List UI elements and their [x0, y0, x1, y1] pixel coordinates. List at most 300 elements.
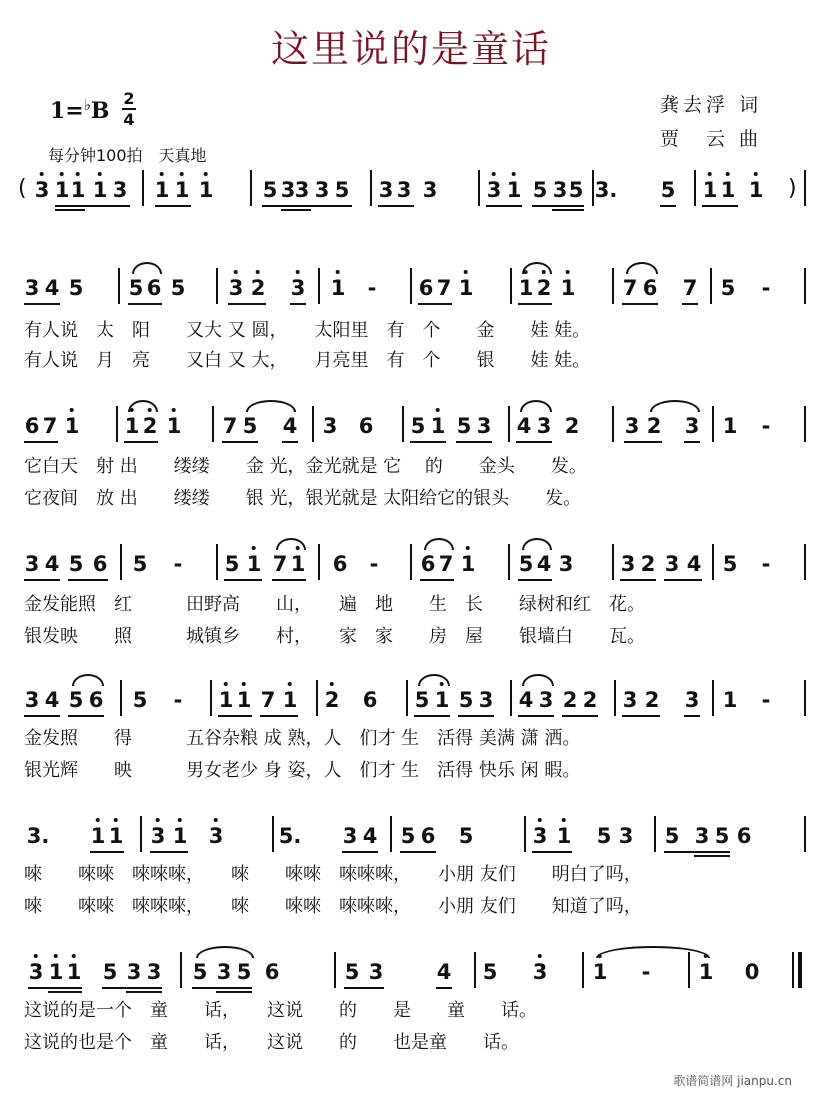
- underline: [102, 987, 162, 989]
- note: 7: [260, 688, 276, 712]
- barline: [334, 952, 336, 988]
- note: 3: [664, 552, 680, 576]
- barline: [410, 544, 412, 580]
- note: 4: [44, 552, 60, 576]
- underline: [281, 209, 311, 211]
- underline: [682, 303, 698, 305]
- barline: [118, 268, 120, 304]
- note: 6: [146, 276, 162, 300]
- close-paren: ): [788, 176, 797, 201]
- note: 4: [44, 276, 60, 300]
- lyric-line: 银光辉 映 男女老少 身 姿，人 们才 生 活得 快乐 闲 暇。: [24, 760, 581, 781]
- note: 3: [694, 824, 710, 848]
- underline: [458, 715, 494, 717]
- note: 7: [436, 276, 452, 300]
- barline: [318, 268, 320, 304]
- barline: [508, 406, 510, 442]
- note: -: [369, 552, 379, 576]
- note: 3: [532, 824, 548, 848]
- note: 1: [560, 276, 576, 300]
- flat-sign: ♭: [83, 96, 91, 114]
- slur: [132, 262, 162, 274]
- note: -: [173, 688, 183, 712]
- underline: [378, 205, 414, 207]
- note: 1: [174, 178, 190, 202]
- note: 5: [660, 178, 676, 202]
- slur: [276, 538, 306, 550]
- key-signature: [50, 96, 109, 124]
- note: 6: [736, 824, 752, 848]
- time-signature: [122, 90, 136, 128]
- underline: [532, 851, 572, 853]
- underline: [620, 579, 656, 581]
- note: 1: [698, 960, 714, 984]
- note: 3: [280, 178, 296, 202]
- underline: [216, 991, 252, 993]
- slur: [246, 400, 296, 412]
- note: 3: [150, 824, 166, 848]
- underline: [400, 851, 436, 853]
- barline: [402, 406, 404, 442]
- note: 5: [192, 960, 208, 984]
- note: 5: [722, 552, 738, 576]
- note: 3: [368, 960, 384, 984]
- underline: [622, 715, 660, 717]
- barline: [710, 268, 712, 304]
- note: 6: [264, 960, 280, 984]
- note: 2: [562, 688, 578, 712]
- underline: [126, 991, 162, 993]
- note: 3: [314, 178, 330, 202]
- note: 5: [518, 552, 534, 576]
- barline: [474, 952, 476, 988]
- barline: [804, 406, 806, 442]
- meter-top: 2: [123, 89, 135, 108]
- note: 2: [324, 688, 340, 712]
- note: 3: [24, 276, 40, 300]
- note: 3: [422, 178, 438, 202]
- barline: [612, 268, 614, 304]
- note: 1: [702, 178, 718, 202]
- barline: [510, 268, 512, 304]
- note: 5: [170, 276, 186, 300]
- underline: [262, 205, 352, 207]
- underline: [24, 579, 60, 581]
- note: 3: [342, 824, 358, 848]
- note: 2: [582, 688, 598, 712]
- note: 3: [532, 960, 548, 984]
- note: 2: [250, 276, 266, 300]
- underline: [192, 987, 252, 989]
- underline: [516, 441, 552, 443]
- barline: [142, 170, 144, 206]
- underline: [344, 987, 384, 989]
- barline: [272, 816, 274, 852]
- score-row-3: [0, 414, 822, 454]
- note: 5: [568, 178, 584, 202]
- note: 3: [624, 414, 640, 438]
- note: 5: [414, 688, 430, 712]
- barline: [216, 268, 218, 304]
- underline: [410, 441, 446, 443]
- note: 3: [34, 178, 50, 202]
- note: 5: [224, 552, 240, 576]
- note: 1: [748, 178, 764, 202]
- note: 3: [538, 688, 554, 712]
- note: 4: [686, 552, 702, 576]
- lyric-line: 这说的是一个 童 话， 这说 的 是 童 话。: [24, 1000, 537, 1021]
- note: 1: [460, 552, 476, 576]
- note: 6: [332, 552, 348, 576]
- note: 6: [418, 276, 434, 300]
- note: -: [641, 960, 651, 984]
- tempo-marking: 每分钟100拍 天真地: [48, 146, 207, 165]
- note: 1: [236, 688, 252, 712]
- barline: [212, 406, 214, 442]
- lyricist-credit: 龚去浮 词: [660, 94, 763, 116]
- note: 1: [218, 688, 234, 712]
- underline: [456, 441, 492, 443]
- slur: [128, 400, 158, 412]
- underline: [694, 855, 730, 857]
- note: 2: [142, 414, 158, 438]
- note: 5: [236, 960, 252, 984]
- barline: [804, 170, 806, 206]
- score-row-6: [0, 824, 822, 864]
- barline: [614, 680, 616, 716]
- note: 5: [596, 824, 612, 848]
- note: 3: [396, 178, 412, 202]
- barline: [654, 816, 656, 852]
- barline: [592, 170, 594, 206]
- barline: [216, 544, 218, 580]
- barline: [508, 544, 510, 580]
- lyric-line: 有人说 月 亮 又白 又 大， 月亮里 有 个 银 娃 娃。: [24, 350, 591, 371]
- note: 3: [28, 960, 44, 984]
- note: 0: [744, 960, 760, 984]
- underline: [222, 441, 258, 443]
- underline: [90, 851, 124, 853]
- slur: [522, 262, 552, 274]
- barline: [582, 952, 584, 988]
- note: 1: [506, 178, 522, 202]
- key-note: B: [90, 98, 110, 124]
- note: 5: [242, 414, 258, 438]
- barline: [120, 680, 122, 716]
- note: 5: [334, 178, 350, 202]
- barline: [120, 544, 122, 580]
- note: 5: [102, 960, 118, 984]
- note: 3: [322, 414, 338, 438]
- note: -: [761, 414, 771, 438]
- note: 7: [682, 276, 698, 300]
- note: 4: [536, 552, 552, 576]
- note: 3: [486, 178, 502, 202]
- slur: [196, 946, 254, 958]
- underline: [55, 209, 85, 211]
- underline: [518, 715, 554, 717]
- underline: [518, 303, 552, 305]
- barline: [410, 268, 412, 304]
- barline: [250, 170, 252, 206]
- underline: [664, 579, 702, 581]
- note: 1: [64, 414, 80, 438]
- underline: [486, 205, 522, 207]
- underline: [684, 441, 700, 443]
- note: 1: [92, 178, 108, 202]
- note: 5: [664, 824, 680, 848]
- note: 1: [90, 824, 106, 848]
- barline: [804, 544, 806, 580]
- note: 5: [458, 824, 474, 848]
- score-row-1: [0, 178, 822, 218]
- underline: [260, 715, 298, 717]
- barline: [804, 268, 806, 304]
- note: 7: [622, 276, 638, 300]
- note: 2: [564, 414, 580, 438]
- underline: [622, 303, 658, 305]
- score-row-2: [0, 276, 822, 316]
- note: 1: [246, 552, 262, 576]
- note: 3: [112, 178, 128, 202]
- note: 3: [622, 688, 638, 712]
- note: 1: [556, 824, 572, 848]
- underline: [48, 991, 82, 993]
- underline: [28, 987, 82, 989]
- composer-credit: 贾 云 曲: [660, 128, 763, 150]
- note: 4: [362, 824, 378, 848]
- underline: [552, 209, 584, 211]
- underline: [24, 303, 60, 305]
- underline: [24, 441, 58, 443]
- note: 5: [458, 688, 474, 712]
- barline: [510, 680, 512, 716]
- note: 3: [536, 414, 552, 438]
- slur: [522, 674, 554, 686]
- score-row-4: [0, 552, 822, 592]
- note: 6: [362, 688, 378, 712]
- note: -: [367, 276, 377, 300]
- slur: [72, 674, 104, 686]
- note: 6: [88, 688, 104, 712]
- note: -: [761, 688, 771, 712]
- underline: [150, 851, 188, 853]
- underline: [155, 205, 191, 207]
- note: 6: [420, 552, 436, 576]
- underline: [55, 205, 130, 207]
- underline: [228, 303, 266, 305]
- note: 4: [282, 414, 298, 438]
- note: 5: [68, 552, 84, 576]
- slur: [424, 538, 454, 550]
- note: 5: [714, 824, 730, 848]
- note: 3: [378, 178, 394, 202]
- note: 5: [482, 960, 498, 984]
- underline: [624, 441, 662, 443]
- note: 1: [282, 688, 298, 712]
- note: 4: [518, 688, 534, 712]
- note: 5: [720, 276, 736, 300]
- barline: [712, 680, 714, 716]
- note: 1: [166, 414, 182, 438]
- note: 5: [400, 824, 416, 848]
- note: -: [173, 552, 183, 576]
- note: 3: [208, 824, 224, 848]
- underline: [702, 205, 738, 207]
- underline: [436, 987, 452, 989]
- note: 6: [92, 552, 108, 576]
- barline: [210, 680, 212, 716]
- underline: [68, 715, 104, 717]
- note: 5: [68, 688, 84, 712]
- note: 3: [126, 960, 142, 984]
- underline: [414, 715, 450, 717]
- note: 3: [24, 688, 40, 712]
- key-prefix: 1=: [50, 98, 84, 124]
- barline: [370, 170, 372, 206]
- lyric-line: 唻 唻唻 唻唻唻， 唻 唻唻 唻唻唻， 小朋 友们 知道了吗，: [24, 896, 642, 917]
- score-row-7: [0, 960, 822, 1000]
- note: 1: [434, 688, 450, 712]
- note: 2: [646, 414, 662, 438]
- underline: [518, 579, 552, 581]
- barline: [390, 816, 392, 852]
- note: 4: [44, 688, 60, 712]
- underline: [290, 303, 306, 305]
- note: 3: [294, 178, 310, 202]
- note: 5.: [278, 824, 302, 848]
- underline: [684, 715, 700, 717]
- barline: [524, 816, 526, 852]
- note: 5: [68, 276, 84, 300]
- note: 5: [532, 178, 548, 202]
- note: 1: [518, 276, 534, 300]
- song-title: 这里说的是童话: [270, 27, 551, 71]
- note: 5: [456, 414, 472, 438]
- note: 1: [722, 688, 738, 712]
- site-watermark: 歌谱简谱网 jianpu.cn: [673, 1074, 792, 1088]
- note: 1: [154, 178, 170, 202]
- note: 1: [124, 414, 140, 438]
- note: 1: [198, 178, 214, 202]
- underline: [218, 715, 252, 717]
- barline: [694, 170, 696, 206]
- note: -: [761, 276, 771, 300]
- barline: [688, 952, 690, 988]
- note: 3: [24, 552, 40, 576]
- note: 3.: [26, 824, 50, 848]
- note: 3.: [594, 178, 618, 202]
- note: 1: [54, 178, 70, 202]
- barline: [180, 952, 182, 988]
- slur: [626, 262, 658, 274]
- barline: [406, 680, 408, 716]
- underline: [664, 851, 730, 853]
- lyric-line: 金发照 得 五谷杂粮 成 熟，人 们才 生 活得 美满 潇 洒。: [24, 728, 581, 749]
- lyric-line: 金发能照 红 田野高 山， 遍 地 生 长 绿树和红 花。: [24, 594, 645, 615]
- score-row-5: [0, 688, 822, 728]
- note: 2: [536, 276, 552, 300]
- note: 6: [420, 824, 436, 848]
- note: 6: [24, 414, 40, 438]
- underline: [124, 441, 158, 443]
- barline: [712, 544, 714, 580]
- lyric-line: 它白天 射 出 缕缕 金 光，金光就是 它 的 金头 发。: [24, 456, 587, 477]
- note: 2: [640, 552, 656, 576]
- barline: [612, 544, 614, 580]
- underline: [532, 205, 584, 207]
- note: 2: [644, 688, 660, 712]
- note: 7: [42, 414, 58, 438]
- barline: [804, 816, 806, 852]
- slur: [650, 400, 700, 412]
- note: 1: [458, 276, 474, 300]
- note: 5: [132, 552, 148, 576]
- underline: [342, 851, 378, 853]
- note: 3: [552, 178, 568, 202]
- barline: [478, 170, 480, 206]
- underline: [128, 303, 162, 305]
- note: 1: [70, 178, 86, 202]
- note: 3: [558, 552, 574, 576]
- note: 3: [476, 414, 492, 438]
- barline: [612, 406, 614, 442]
- note: 5: [344, 960, 360, 984]
- lyric-line: 它夜间 放 出 缕缕 银 光，银光就是 太阳给它的银头 发。: [24, 488, 582, 509]
- note: 5: [262, 178, 278, 202]
- underline: [24, 715, 60, 717]
- open-paren: (: [18, 176, 27, 201]
- note: 7: [272, 552, 288, 576]
- underline: [282, 441, 298, 443]
- note: 3: [618, 824, 634, 848]
- barline: [116, 406, 118, 442]
- note: 1: [66, 960, 82, 984]
- slur: [418, 674, 450, 686]
- barline: [312, 406, 314, 442]
- tie: [596, 946, 710, 958]
- note: 1: [48, 960, 64, 984]
- note: 7: [222, 414, 238, 438]
- note: 1: [330, 276, 346, 300]
- underline: [562, 715, 598, 717]
- meter-bottom: 4: [123, 110, 135, 129]
- note: 5: [132, 688, 148, 712]
- underline: [660, 205, 676, 207]
- underline: [224, 579, 262, 581]
- note: 3: [684, 414, 700, 438]
- underline: [420, 579, 454, 581]
- barline: [804, 680, 806, 716]
- note: 7: [438, 552, 454, 576]
- barline: [140, 816, 142, 852]
- note: 5: [410, 414, 426, 438]
- note: 3: [620, 552, 636, 576]
- lyric-line: 唻 唻唻 唻唻唻， 唻 唻唻 唻唻唻， 小朋 友们 明白了吗，: [24, 864, 642, 885]
- note: 1: [720, 178, 736, 202]
- note: 3: [290, 276, 306, 300]
- note: -: [761, 552, 771, 576]
- underline: [272, 579, 306, 581]
- note: 1: [172, 824, 188, 848]
- note: 3: [684, 688, 700, 712]
- note: 3: [228, 276, 244, 300]
- barline: [318, 544, 320, 580]
- note: 1: [108, 824, 124, 848]
- note: 4: [516, 414, 532, 438]
- note: 5: [128, 276, 144, 300]
- final-barline-thin: [792, 952, 794, 988]
